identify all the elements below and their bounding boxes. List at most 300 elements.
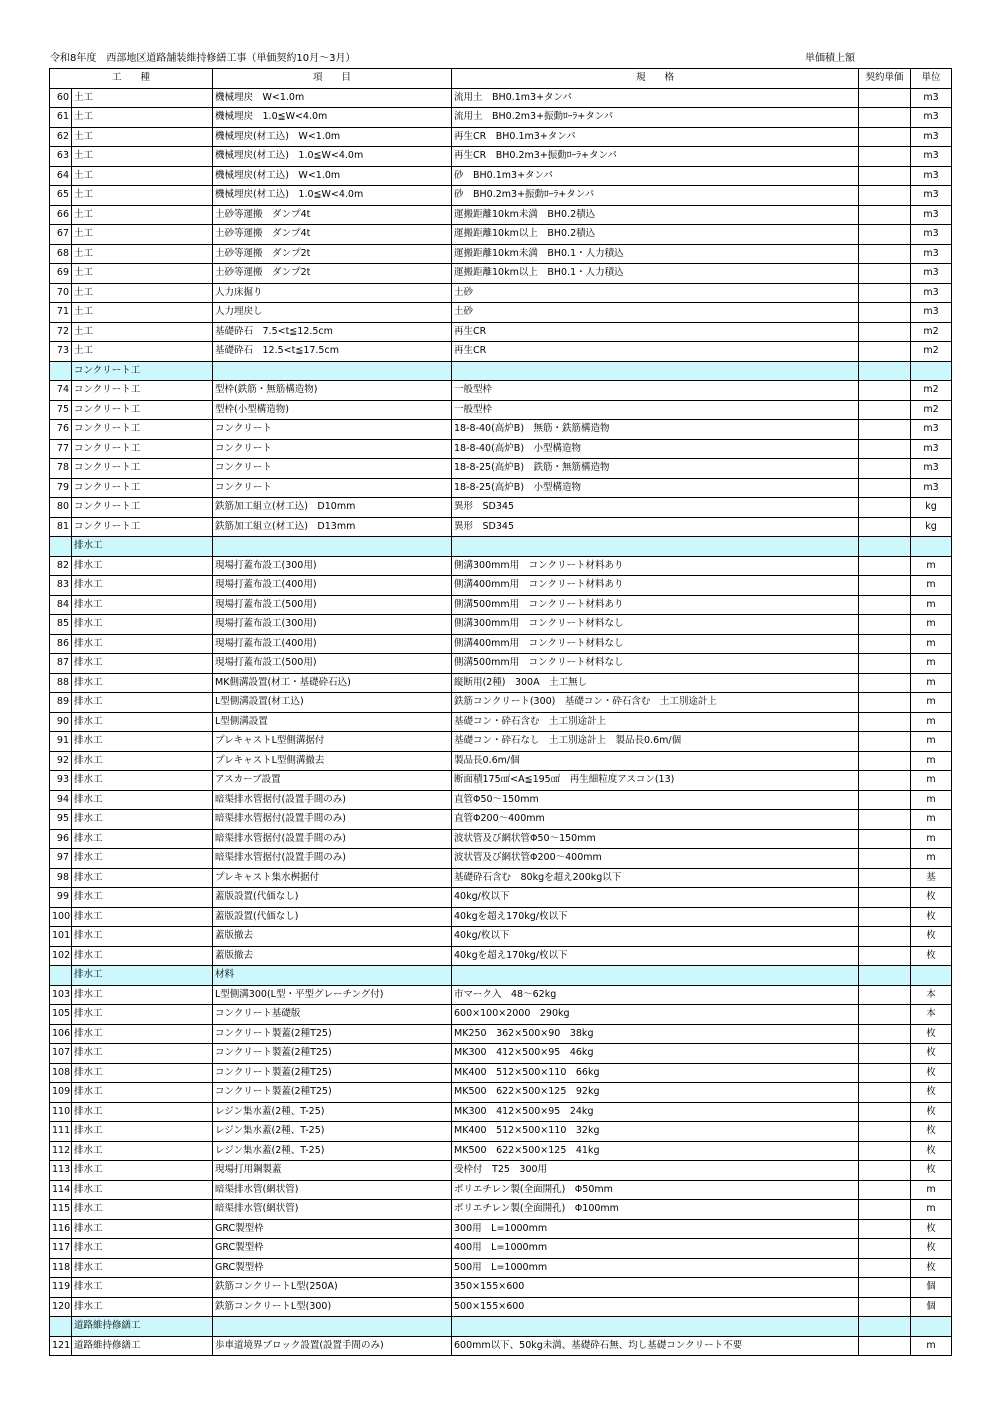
row-number: 74 — [50, 381, 72, 401]
cell-kikaku: 直管Φ200～400mm — [452, 810, 859, 830]
cell-unit: m2 — [911, 342, 952, 362]
cell-unit: m3 — [911, 303, 952, 323]
cell-koshu: 排水工 — [72, 1258, 213, 1278]
cell-koumoku: 人力埋戻し — [213, 303, 452, 323]
table-row — [50, 654, 952, 674]
section-row — [50, 361, 952, 381]
cell-kikaku: 18-8-25(高炉B) 小型構造物 — [452, 478, 859, 498]
row-number: 78 — [50, 459, 72, 479]
cell-koumoku: GRC製型枠 — [213, 1239, 452, 1259]
cell-koumoku: 土砂等運搬 ダンプ2t — [213, 264, 452, 284]
cell-kikaku: 側溝500mm用 コンクリート材料なし — [452, 654, 859, 674]
row-number: 93 — [50, 771, 72, 791]
cell-koshu: 排水工 — [72, 810, 213, 830]
cell-koshu: 排水工 — [72, 751, 213, 771]
cell-koshu: 排水工 — [72, 1063, 213, 1083]
row-number: 108 — [50, 1063, 72, 1083]
row-number: 102 — [50, 946, 72, 966]
row-number: 95 — [50, 810, 72, 830]
row-number — [50, 1317, 72, 1337]
cell-unit: m3 — [911, 225, 952, 245]
cell-kikaku: MK300 412×500×95 46kg — [452, 1044, 859, 1064]
row-number: 79 — [50, 478, 72, 498]
cell-contract-price — [859, 1063, 911, 1083]
cell-unit: m — [911, 693, 952, 713]
cell-unit: 枚 — [911, 1102, 952, 1122]
cell-unit: kg — [911, 498, 952, 518]
cell-koshu: 排水工 — [72, 595, 213, 615]
cell-kikaku — [452, 361, 859, 381]
cell-koumoku: コンクリート製蓋(2種T25) — [213, 1063, 452, 1083]
cell-kikaku: 側溝400mm用 コンクリート材料あり — [452, 576, 859, 596]
cell-koumoku: コンクリート基礎版 — [213, 1005, 452, 1025]
cell-unit: m — [911, 615, 952, 635]
cell-kikaku: 波状管及び網状管Φ200～400mm — [452, 849, 859, 869]
cell-koshu: 土工 — [72, 186, 213, 206]
cell-koshu: 排水工 — [72, 1200, 213, 1220]
cell-contract-price — [859, 927, 911, 947]
cell-koumoku — [213, 361, 452, 381]
cell-contract-price — [859, 381, 911, 401]
cell-contract-price — [859, 829, 911, 849]
table-row — [50, 1258, 952, 1278]
cell-unit: m3 — [911, 439, 952, 459]
cell-koshu: 排水工 — [72, 673, 213, 693]
table-row — [50, 868, 952, 888]
cell-koumoku: 土砂等運搬 ダンプ4t — [213, 225, 452, 245]
cell-koshu: 土工 — [72, 342, 213, 362]
cell-kikaku: 40kg/枚以下 — [452, 888, 859, 908]
cell-contract-price — [859, 771, 911, 791]
table-row — [50, 732, 952, 752]
cell-kikaku — [452, 537, 859, 557]
cell-contract-price — [859, 1180, 911, 1200]
table-row — [50, 829, 952, 849]
table-row — [50, 810, 952, 830]
cell-unit: m — [911, 634, 952, 654]
cell-contract-price — [859, 127, 911, 147]
table-row — [50, 1102, 952, 1122]
cell-koumoku: 現場打蓋布設工(300用) — [213, 556, 452, 576]
cell-koshu: 排水工 — [72, 1297, 213, 1317]
cell-koumoku: 基礎砕石 7.5<t≦12.5cm — [213, 322, 452, 342]
cell-koumoku: 材料 — [213, 966, 452, 986]
cell-contract-price — [859, 810, 911, 830]
cell-contract-price — [859, 88, 911, 108]
cell-unit: m3 — [911, 147, 952, 167]
row-number: 117 — [50, 1239, 72, 1259]
cell-unit: 枚 — [911, 888, 952, 908]
cell-koumoku: GRC製型枠 — [213, 1219, 452, 1239]
table-row — [50, 634, 952, 654]
cell-koumoku: 機械埋戻 W<1.0m — [213, 88, 452, 108]
row-number: 103 — [50, 985, 72, 1005]
cell-koshu: 排水工 — [72, 1083, 213, 1103]
cell-koumoku: 蓋版撤去 — [213, 946, 452, 966]
cell-contract-price — [859, 1141, 911, 1161]
cell-koumoku: 現場打蓋布設工(500用) — [213, 654, 452, 674]
table-row — [50, 1278, 952, 1298]
table-row — [50, 907, 952, 927]
page-header — [50, 52, 950, 66]
cell-koshu: 排水工 — [72, 634, 213, 654]
cell-kikaku: 基礎コン・砕石含む 土工別途計上 — [452, 712, 859, 732]
cell-unit: m2 — [911, 322, 952, 342]
cell-unit: 基 — [911, 868, 952, 888]
cell-kikaku: 500用 L=1000mm — [452, 1258, 859, 1278]
cell-kikaku: MK500 622×500×125 92kg — [452, 1083, 859, 1103]
cell-koumoku: コンクリート製蓋(2種T25) — [213, 1044, 452, 1064]
column-header-unit: 単位 — [911, 69, 952, 89]
cell-unit: 枚 — [911, 927, 952, 947]
cell-koshu: コンクリート工 — [72, 439, 213, 459]
cell-kikaku: 流用土 BH0.2m3+振動ﾛｰﾗ+タンパ — [452, 108, 859, 128]
cell-unit — [911, 1317, 952, 1337]
cell-contract-price — [859, 517, 911, 537]
cell-kikaku: 基礎コン・砕石なし 土工別途計上 製品長0.6m/個 — [452, 732, 859, 752]
cell-koumoku: コンクリート製蓋(2種T25) — [213, 1024, 452, 1044]
cell-koshu: 土工 — [72, 205, 213, 225]
cell-contract-price — [859, 673, 911, 693]
cell-unit: m3 — [911, 244, 952, 264]
cell-unit: 枚 — [911, 1044, 952, 1064]
cell-koumoku: 人力床掘り — [213, 283, 452, 303]
cell-koumoku: レジン集水蓋(2種、T-25) — [213, 1102, 452, 1122]
cell-koshu: 排水工 — [72, 537, 213, 557]
cell-koshu: コンクリート工 — [72, 498, 213, 518]
cell-unit: m — [911, 654, 952, 674]
cell-unit: m3 — [911, 420, 952, 440]
cell-koshu: コンクリート工 — [72, 459, 213, 479]
cell-koumoku: 現場打蓋布設工(400用) — [213, 576, 452, 596]
table-row — [50, 1200, 952, 1220]
table-row — [50, 1044, 952, 1064]
cell-kikaku: 40kgを超え170kg/枚以下 — [452, 946, 859, 966]
row-number: 121 — [50, 1336, 72, 1356]
cell-unit: m3 — [911, 127, 952, 147]
table-row — [50, 946, 952, 966]
row-number: 98 — [50, 868, 72, 888]
cell-kikaku: 市マーク入 48～62kg — [452, 985, 859, 1005]
row-number: 92 — [50, 751, 72, 771]
cell-contract-price — [859, 1161, 911, 1181]
cell-unit: m2 — [911, 381, 952, 401]
table-row — [50, 166, 952, 186]
table-row — [50, 751, 952, 771]
row-number: 94 — [50, 790, 72, 810]
cell-unit: m3 — [911, 478, 952, 498]
cell-kikaku: 40kgを超え170kg/枚以下 — [452, 907, 859, 927]
cell-koshu: 排水工 — [72, 1219, 213, 1239]
cell-contract-price — [859, 693, 911, 713]
cell-koumoku: レジン集水蓋(2種、T-25) — [213, 1122, 452, 1142]
cell-koumoku: 土砂等運搬 ダンプ4t — [213, 205, 452, 225]
cell-koshu: 排水工 — [72, 1180, 213, 1200]
cell-koumoku: コンクリート — [213, 459, 452, 479]
cell-contract-price — [859, 205, 911, 225]
cell-koshu: 排水工 — [72, 1102, 213, 1122]
row-number: 85 — [50, 615, 72, 635]
cell-kikaku: ポリエチレン製(全面開孔) Φ100mm — [452, 1200, 859, 1220]
cell-kikaku: MK250 362×500×90 38kg — [452, 1024, 859, 1044]
cell-koshu: 排水工 — [72, 849, 213, 869]
cell-contract-price — [859, 1297, 911, 1317]
cell-koumoku: 機械埋戻 1.0≦W<4.0m — [213, 108, 452, 128]
cell-contract-price — [859, 712, 911, 732]
cell-kikaku: 土砂 — [452, 303, 859, 323]
row-number: 110 — [50, 1102, 72, 1122]
table-row — [50, 1063, 952, 1083]
cell-contract-price — [859, 1005, 911, 1025]
table-row — [50, 205, 952, 225]
cell-koumoku: MK側溝設置(材工・基礎砕石込) — [213, 673, 452, 693]
table-row — [50, 888, 952, 908]
cell-contract-price — [859, 537, 911, 557]
row-number: 70 — [50, 283, 72, 303]
row-number: 119 — [50, 1278, 72, 1298]
cell-kikaku: 一般型枠 — [452, 381, 859, 401]
cell-koshu: 土工 — [72, 303, 213, 323]
row-number: 65 — [50, 186, 72, 206]
cell-kikaku: 鉄筋コンクリート(300) 基礎コン・砕石含む 土工別途計上 — [452, 693, 859, 713]
row-number: 87 — [50, 654, 72, 674]
cell-koshu: 道路維持修繕工 — [72, 1336, 213, 1356]
cell-unit: m3 — [911, 283, 952, 303]
row-number: 60 — [50, 88, 72, 108]
table-row — [50, 283, 952, 303]
document-subtitle: 単価積上額 — [805, 53, 855, 64]
row-number: 63 — [50, 147, 72, 167]
cell-kikaku: 運搬距離10km未満 BH0.1・人力積込 — [452, 244, 859, 264]
table-row — [50, 595, 952, 615]
row-number — [50, 966, 72, 986]
cell-kikaku: 再生CR — [452, 342, 859, 362]
table-row — [50, 576, 952, 596]
table-row — [50, 1239, 952, 1259]
row-number: 86 — [50, 634, 72, 654]
cell-koshu: 道路維持修繕工 — [72, 1317, 213, 1337]
cell-unit: kg — [911, 517, 952, 537]
cell-unit: 枚 — [911, 1083, 952, 1103]
row-number: 66 — [50, 205, 72, 225]
cell-contract-price — [859, 1219, 911, 1239]
cell-contract-price — [859, 1102, 911, 1122]
cell-koshu: 排水工 — [72, 1161, 213, 1181]
row-number: 111 — [50, 1122, 72, 1142]
cell-koshu: 土工 — [72, 244, 213, 264]
cell-koumoku: 鉄筋加工組立(材工込) D13mm — [213, 517, 452, 537]
cell-koumoku: 歩車道境界ブロック設置(設置手間のみ) — [213, 1336, 452, 1356]
cell-kikaku: 350×155×600 — [452, 1278, 859, 1298]
row-number: 100 — [50, 907, 72, 927]
cell-contract-price — [859, 225, 911, 245]
cell-koshu: 排水工 — [72, 927, 213, 947]
table-row — [50, 673, 952, 693]
cell-koshu: 土工 — [72, 283, 213, 303]
cell-contract-price — [859, 576, 911, 596]
cell-koshu: 排水工 — [72, 1005, 213, 1025]
row-number: 71 — [50, 303, 72, 323]
table-row — [50, 420, 952, 440]
cell-koumoku — [213, 1317, 452, 1337]
cell-koshu: 排水工 — [72, 693, 213, 713]
table-row — [50, 927, 952, 947]
cell-unit: m — [911, 556, 952, 576]
row-number: 91 — [50, 732, 72, 752]
cell-unit: 枚 — [911, 1258, 952, 1278]
cell-contract-price — [859, 244, 911, 264]
cell-koshu: 排水工 — [72, 907, 213, 927]
cell-unit: 枚 — [911, 1239, 952, 1259]
cell-unit: m3 — [911, 459, 952, 479]
cell-contract-price — [859, 322, 911, 342]
cell-koumoku: GRC製型枠 — [213, 1258, 452, 1278]
cell-kikaku: 異形 SD345 — [452, 498, 859, 518]
cell-contract-price — [859, 439, 911, 459]
cell-unit: m — [911, 1180, 952, 1200]
cell-koshu: 排水工 — [72, 654, 213, 674]
cell-unit: 枚 — [911, 1024, 952, 1044]
cell-kikaku: ポリエチレン製(全面開孔) Φ50mm — [452, 1180, 859, 1200]
row-number: 80 — [50, 498, 72, 518]
cell-contract-price — [859, 946, 911, 966]
cell-unit — [911, 361, 952, 381]
row-number: 106 — [50, 1024, 72, 1044]
cell-unit: m — [911, 732, 952, 752]
cell-koshu: 土工 — [72, 322, 213, 342]
row-number: 75 — [50, 400, 72, 420]
cell-kikaku: 500×155×600 — [452, 1297, 859, 1317]
cell-kikaku: 運搬距離10km以上 BH0.1・人力積込 — [452, 264, 859, 284]
table-row — [50, 1297, 952, 1317]
cell-contract-price — [859, 147, 911, 167]
cell-contract-price — [859, 108, 911, 128]
row-number: 90 — [50, 712, 72, 732]
section-row — [50, 537, 952, 557]
cell-kikaku: 受枠付 T25 300用 — [452, 1161, 859, 1181]
cell-kikaku: 再生CR — [452, 322, 859, 342]
row-number: 64 — [50, 166, 72, 186]
cell-contract-price — [859, 654, 911, 674]
cell-kikaku: 運搬距離10km未満 BH0.2積込 — [452, 205, 859, 225]
cell-koumoku: 蓋版設置(代価なし) — [213, 907, 452, 927]
row-number: 62 — [50, 127, 72, 147]
cell-koshu: コンクリート工 — [72, 517, 213, 537]
table-row — [50, 459, 952, 479]
table-row — [50, 478, 952, 498]
row-number: 81 — [50, 517, 72, 537]
cell-koumoku: コンクリート — [213, 439, 452, 459]
cell-koumoku: 暗渠排水管据付(設置手間のみ) — [213, 790, 452, 810]
row-number: 72 — [50, 322, 72, 342]
table-row — [50, 186, 952, 206]
cell-unit: 枚 — [911, 1122, 952, 1142]
row-number: 77 — [50, 439, 72, 459]
cell-unit: 本 — [911, 985, 952, 1005]
cell-kikaku: 砂 BH0.1m3+タンパ — [452, 166, 859, 186]
column-header-contract-price: 契約単価 — [859, 69, 911, 89]
cell-koumoku: 蓋版設置(代価なし) — [213, 888, 452, 908]
cell-kikaku: MK300 412×500×95 24kg — [452, 1102, 859, 1122]
cell-kikaku: 流用土 BH0.1m3+タンパ — [452, 88, 859, 108]
column-header-koshu: 工 種 — [50, 69, 213, 89]
cell-kikaku: 側溝300mm用 コンクリート材料あり — [452, 556, 859, 576]
cell-koshu: 排水工 — [72, 888, 213, 908]
cell-koumoku: 蓋版撤去 — [213, 927, 452, 947]
row-number: 105 — [50, 1005, 72, 1025]
unit-price-table — [49, 68, 952, 1356]
row-number: 96 — [50, 829, 72, 849]
table-body — [50, 88, 952, 1356]
cell-unit: 枚 — [911, 1161, 952, 1181]
cell-kikaku: MK400 512×500×110 66kg — [452, 1063, 859, 1083]
cell-koshu: コンクリート工 — [72, 420, 213, 440]
cell-koshu: 排水工 — [72, 1122, 213, 1142]
cell-koshu: 排水工 — [72, 556, 213, 576]
cell-contract-price — [859, 1044, 911, 1064]
cell-koshu: 土工 — [72, 88, 213, 108]
table-row — [50, 1083, 952, 1103]
table-row — [50, 1219, 952, 1239]
table-row — [50, 517, 952, 537]
row-number: 118 — [50, 1258, 72, 1278]
cell-kikaku: 製品長0.6m/個 — [452, 751, 859, 771]
cell-koshu: 排水工 — [72, 712, 213, 732]
table-row — [50, 225, 952, 245]
cell-unit: m3 — [911, 88, 952, 108]
cell-kikaku: 側溝300mm用 コンクリート材料なし — [452, 615, 859, 635]
cell-koshu: 排水工 — [72, 1141, 213, 1161]
cell-koshu: 土工 — [72, 225, 213, 245]
row-number: 83 — [50, 576, 72, 596]
cell-koshu: 排水工 — [72, 1239, 213, 1259]
table-row — [50, 1122, 952, 1142]
cell-koumoku: 現場打用鋼製蓋 — [213, 1161, 452, 1181]
cell-koshu: コンクリート工 — [72, 400, 213, 420]
cell-kikaku: 300用 L=1000mm — [452, 1219, 859, 1239]
cell-koshu: 排水工 — [72, 732, 213, 752]
cell-koumoku: 型枠(鉄筋・無筋構造物) — [213, 381, 452, 401]
cell-koumoku: L型側溝設置(材工込) — [213, 693, 452, 713]
cell-contract-price — [859, 849, 911, 869]
row-number: 69 — [50, 264, 72, 284]
cell-koumoku: レジン集水蓋(2種、T-25) — [213, 1141, 452, 1161]
cell-contract-price — [859, 283, 911, 303]
cell-kikaku: 運搬距離10km以上 BH0.2積込 — [452, 225, 859, 245]
cell-koumoku: L型側溝300(L型・平型グレーチング付) — [213, 985, 452, 1005]
cell-koumoku: 鉄筋加工組立(材工込) D10mm — [213, 498, 452, 518]
cell-contract-price — [859, 1024, 911, 1044]
table-row — [50, 1180, 952, 1200]
cell-unit: 枚 — [911, 946, 952, 966]
cell-unit: m — [911, 751, 952, 771]
cell-unit: 枚 — [911, 1063, 952, 1083]
cell-koshu: 排水工 — [72, 790, 213, 810]
table-row — [50, 342, 952, 362]
cell-koshu: 土工 — [72, 166, 213, 186]
cell-contract-price — [859, 1336, 911, 1356]
cell-kikaku: 基礎砕石含む 80kgを超え200kg以下 — [452, 868, 859, 888]
cell-koumoku: 現場打蓋布設工(400用) — [213, 634, 452, 654]
cell-contract-price — [859, 634, 911, 654]
cell-unit: m — [911, 576, 952, 596]
cell-contract-price — [859, 868, 911, 888]
cell-koumoku: 暗渠排水管(網状管) — [213, 1180, 452, 1200]
cell-unit: m — [911, 810, 952, 830]
cell-unit: m — [911, 712, 952, 732]
cell-contract-price — [859, 1083, 911, 1103]
table-row — [50, 322, 952, 342]
